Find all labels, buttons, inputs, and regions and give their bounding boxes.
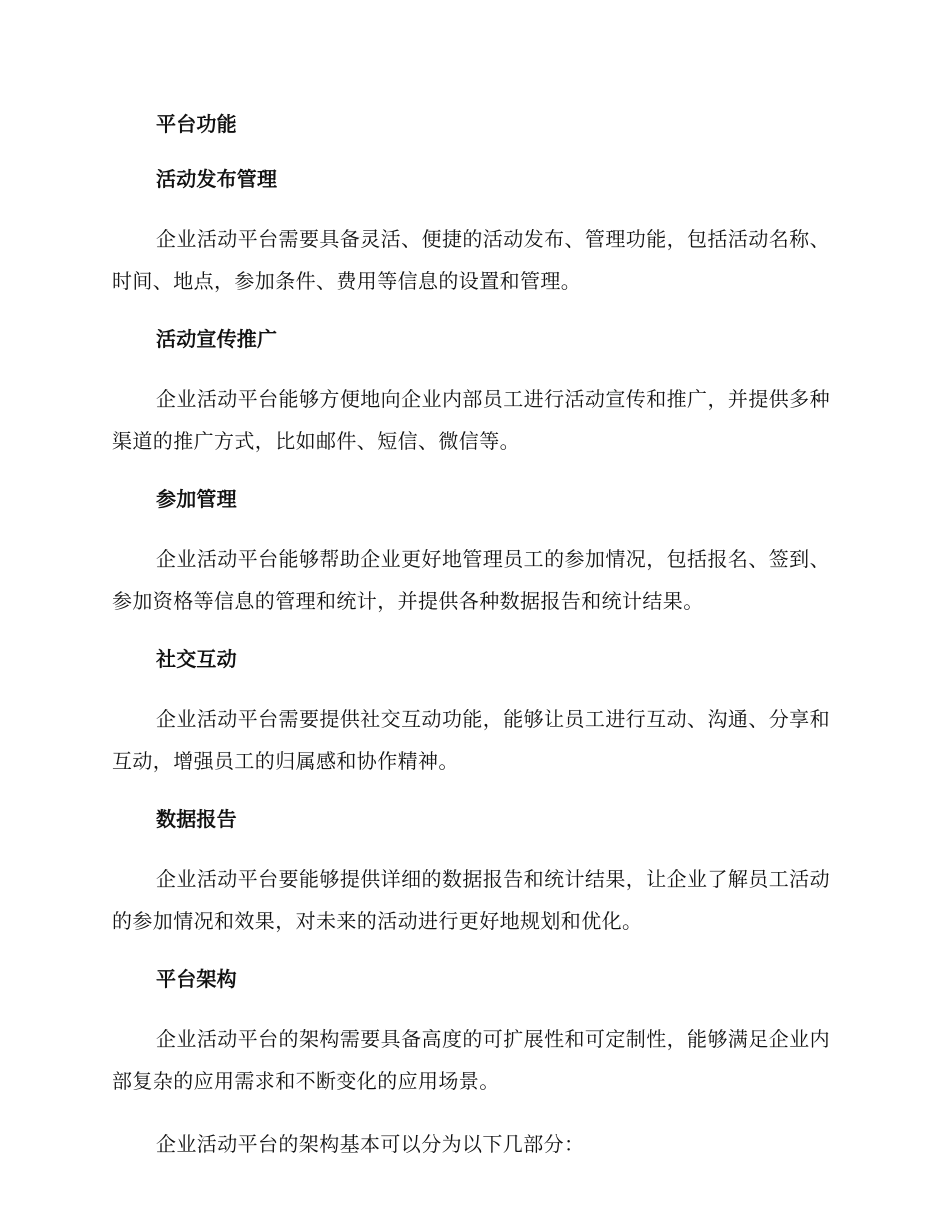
section-heading-activity-publishing: 活动发布管理: [156, 167, 278, 191]
paragraph-activity-promotion: 企业活动平台能够方便地向企业内部员工进行活动宣传和推广，并提供多种渠道的推广方式，比如邮件、短信、微信等。: [112, 387, 830, 453]
paragraph-participation-management: 企业活动平台能够帮助企业更好地管理员工的参加情况，包括报名、签到、参加资格等信息的管理和统计，并提供各种数据报告和统计结果。: [112, 547, 830, 613]
paragraph-activity-publishing: 企业活动平台需要具备灵活、便捷的活动发布、管理功能，包括活动名称、时间、地点，参加条件、费用等信息的设置和管理。: [112, 227, 830, 293]
paragraph-platform-architecture: 企业活动平台的架构需要具备高度的可扩展性和可定制性，能够满足企业内部复杂的应用需求和不断变化的应用场景。: [112, 1027, 830, 1093]
section-heading-platform-features: 平台功能: [156, 112, 237, 136]
section-heading-social-interaction: 社交互动: [156, 647, 237, 671]
paragraph-social-interaction: 企业活动平台需要提供社交互动功能，能够让员工进行互动、沟通、分享和互动，增强员工的归属感和协作精神。: [112, 707, 830, 773]
section-heading-activity-promotion: 活动宣传推广: [156, 327, 278, 351]
section-heading-data-report: 数据报告: [156, 807, 237, 831]
paragraph-architecture-parts-intro: 企业活动平台的架构基本可以分为以下几部分：: [156, 1132, 585, 1156]
paragraph-data-report: 企业活动平台要能够提供详细的数据报告和统计结果，让企业了解员工活动的参加情况和效果，对未来的活动进行更好地规划和优化。: [112, 867, 830, 933]
section-heading-platform-architecture: 平台架构: [156, 967, 237, 991]
section-heading-participation-management: 参加管理: [156, 487, 237, 511]
